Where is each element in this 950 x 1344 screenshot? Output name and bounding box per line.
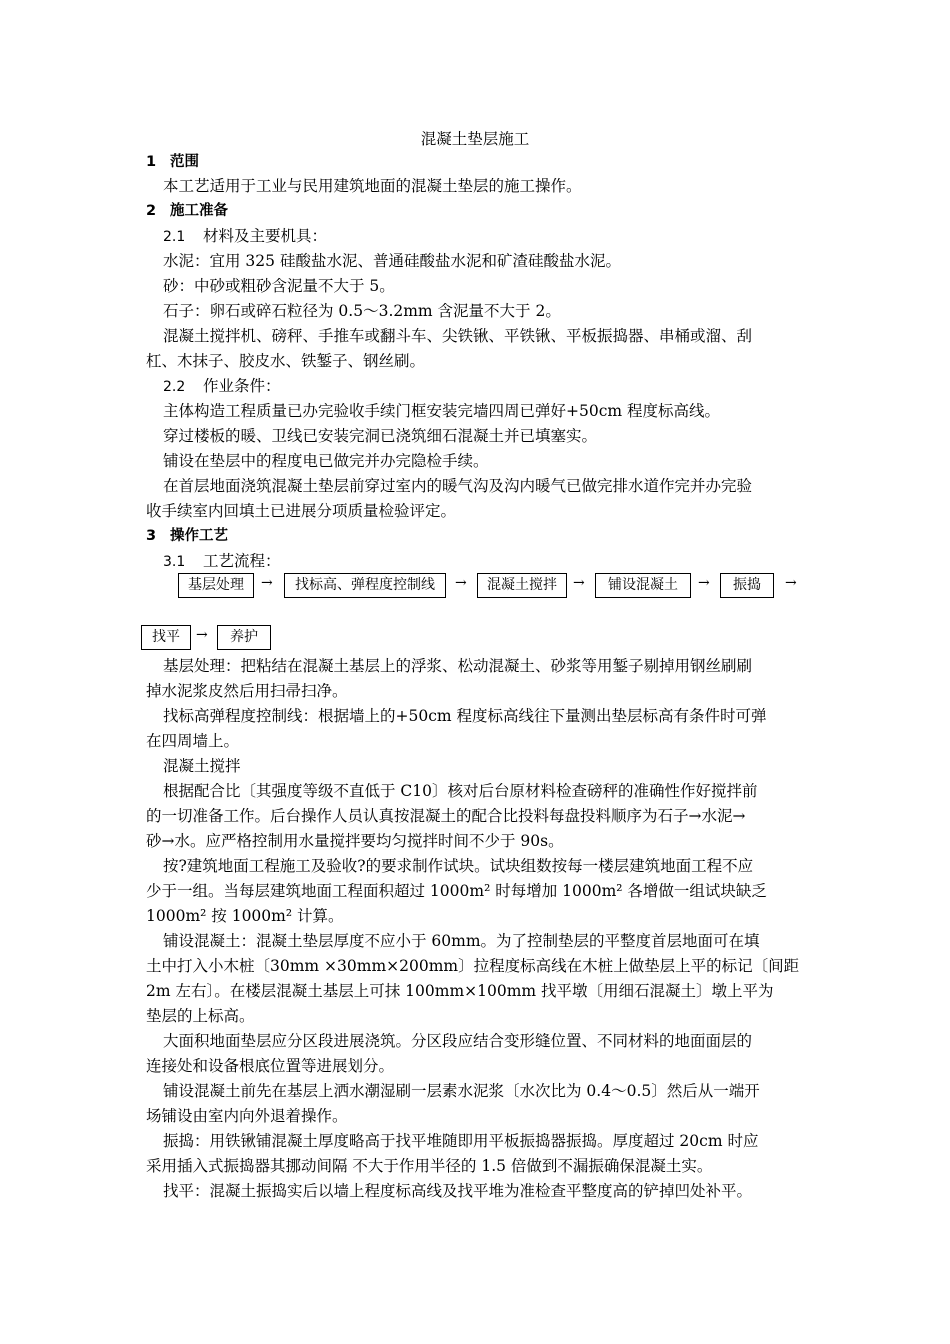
- paragraph-continuation: 采用插入式振捣器其挪动间隔 不大于作用半径的 1.5 倍做到不漏振确保混凝土实。: [146, 1157, 713, 1175]
- flow-arrow: →: [698, 575, 710, 591]
- flow-arrow: →: [455, 575, 467, 591]
- section-label: 操作工艺: [170, 528, 228, 544]
- subsection-2-2-heading: [163, 376, 281, 397]
- flow-step-base-treatment: 基层处理: [178, 573, 254, 598]
- section-label: 施工准备: [170, 203, 228, 219]
- subsection-label: 作业条件：: [203, 377, 281, 395]
- flow-step-concrete-mixing: 混凝土搅拌: [477, 573, 567, 598]
- subsection-number: 2.2: [163, 379, 186, 395]
- subsection-number: 3.1: [163, 554, 186, 570]
- paragraph: 找平：混凝土振捣实后以墙上程度标高线及找平堆为准检查平整度高的铲掉凹处补平。: [163, 1182, 753, 1200]
- paragraph-continuation: 垫层的上标高。: [146, 1007, 255, 1025]
- paragraph: 水泥：宜用 325 硅酸盐水泥、普通硅酸盐水泥和矿渣硅酸盐水泥。: [163, 252, 621, 270]
- paragraph: 穿过楼板的暖、卫线已安装完洞已浇筑细石混凝土并已填塞实。: [163, 427, 598, 445]
- paragraph: 主体构造工程质量已办完验收手续门框安装完墙四周已弹好+50cm 程度标高线。: [163, 402, 721, 420]
- subsection-label: 工艺流程：: [203, 552, 281, 570]
- paragraph-continuation: 连接处和设备根底位置等进展划分。: [146, 1057, 395, 1075]
- section-2-heading: [146, 201, 228, 221]
- paragraph: 本工艺适用于工业与民用建筑地面的混凝土垫层的施工操作。: [163, 177, 582, 195]
- paragraph-continuation: 掉水泥浆皮然后用扫帚扫净。: [146, 682, 348, 700]
- section-3-heading: [146, 526, 228, 546]
- paragraph-continuation: 砂→水。应严格控制用水量搅拌要均匀搅拌时间不少于 90s。: [146, 832, 564, 850]
- paragraph-continuation: 2m 左右〕。在楼层混凝土基层上可抹 100mm×100mm 找平墩〔用细石混凝土〕墩上平为: [146, 982, 774, 1000]
- paragraph-continuation: 的一切准备工作。后台操作人员认真按混凝土的配合比投料每盘投料顺序为石子→水泥→: [146, 807, 746, 825]
- subsection-2-1-heading: [163, 226, 327, 247]
- flow-step-curing: 养护: [217, 625, 271, 650]
- flow-arrow: →: [785, 575, 797, 591]
- section-1-heading: [146, 152, 199, 172]
- paragraph: 砂：中砂或粗砂含泥量不大于 5。: [163, 277, 395, 295]
- paragraph: 找标高弹程度控制线：根据墙上的+50cm 程度标高线往下量测出垫层标高有条件时可弹: [163, 707, 767, 725]
- paragraph: 大面积地面垫层应分区段进展浇筑。分区段应结合变形缝位置、不同材料的地面面层的: [163, 1032, 753, 1050]
- paragraph: 在首层地面浇筑混凝土垫层前穿过室内的暖气沟及沟内暖气已做完排水道作完并办完验: [163, 477, 753, 495]
- paragraph: 混凝土搅拌机、磅秤、手推车或翻斗车、尖铁锹、平铁锹、平板振捣器、串桶或溜、刮: [163, 327, 753, 345]
- flow-arrow: →: [196, 627, 208, 643]
- paragraph-continuation: 1000m² 按 1000m² 计算。: [146, 907, 344, 925]
- section-number: 2: [146, 203, 157, 219]
- flow-step-level-marking: 找标高、弹程度控制线: [284, 573, 446, 598]
- paragraph: 石子：卵石或碎石粒径为 0.5～3.2mm 含泥量不大于 2。: [163, 302, 561, 320]
- paragraph-continuation: 土中打入小木桩〔30mm ×30mm×200mm〕拉程度标高线在木桩上做垫层上平的标记〔间距: [146, 957, 800, 975]
- flow-step-vibrating: 振捣: [720, 573, 774, 598]
- paragraph: 振捣：用铁锹铺混凝土厚度略高于找平堆随即用平板振捣器振捣。厚度超过 20cm 时应: [163, 1132, 759, 1150]
- paragraph-continuation: 杠、木抹子、胶皮水、铁錾子、钢丝刷。: [146, 352, 426, 370]
- flow-arrow: →: [573, 575, 585, 591]
- page-title: 混凝土垫层施工: [420, 130, 530, 148]
- paragraph-continuation: 场铺设由室内向外退着操作。: [146, 1107, 348, 1125]
- section-label: 范围: [170, 154, 199, 170]
- flow-arrow: →: [261, 575, 273, 591]
- paragraph: 铺设在垫层中的程度电已做完并办完隐检手续。: [163, 452, 489, 470]
- section-number: 3: [146, 528, 157, 544]
- paragraph: 铺设混凝土：混凝土垫层厚度不应小于 60mm。为了控制垫层的平整度首层地面可在填: [163, 932, 760, 950]
- flow-step-leveling: 找平: [141, 625, 191, 650]
- paragraph-continuation: 收手续室内回填土已进展分项质量检验评定。: [146, 502, 457, 520]
- flow-step-concrete-laying: 铺设混凝土: [595, 573, 691, 598]
- paragraph: 基层处理：把粘结在混凝土基层上的浮浆、松动混凝土、砂浆等用錾子剔掉用钢丝刷刷: [163, 657, 753, 675]
- paragraph: 铺设混凝土前先在基层上洒水潮湿刷一层素水泥浆〔水次比为 0.4～0.5〕然后从一端开: [163, 1082, 760, 1100]
- subsection-label: 材料及主要机具：: [203, 227, 328, 245]
- subsection-3-1-heading: [163, 551, 281, 572]
- paragraph-continuation: 少于一组。当每层建筑地面工程面积超过 1000m² 时每增加 1000m² 各增做一组试块缺乏: [146, 882, 767, 900]
- paragraph-continuation: 在四周墙上。: [146, 732, 240, 750]
- subsection-number: 2.1: [163, 229, 186, 245]
- paragraph: 根据配合比〔其强度等级不直低于 C10〕核对后台原材料检查磅秤的准确性作好搅拌前: [163, 782, 758, 800]
- paragraph: 混凝土搅拌: [163, 757, 241, 775]
- paragraph: 按?建筑地面工程施工及验收?的要求制作试块。试块组数按每一楼层建筑地面工程不应: [163, 857, 754, 875]
- section-number: 1: [146, 154, 157, 170]
